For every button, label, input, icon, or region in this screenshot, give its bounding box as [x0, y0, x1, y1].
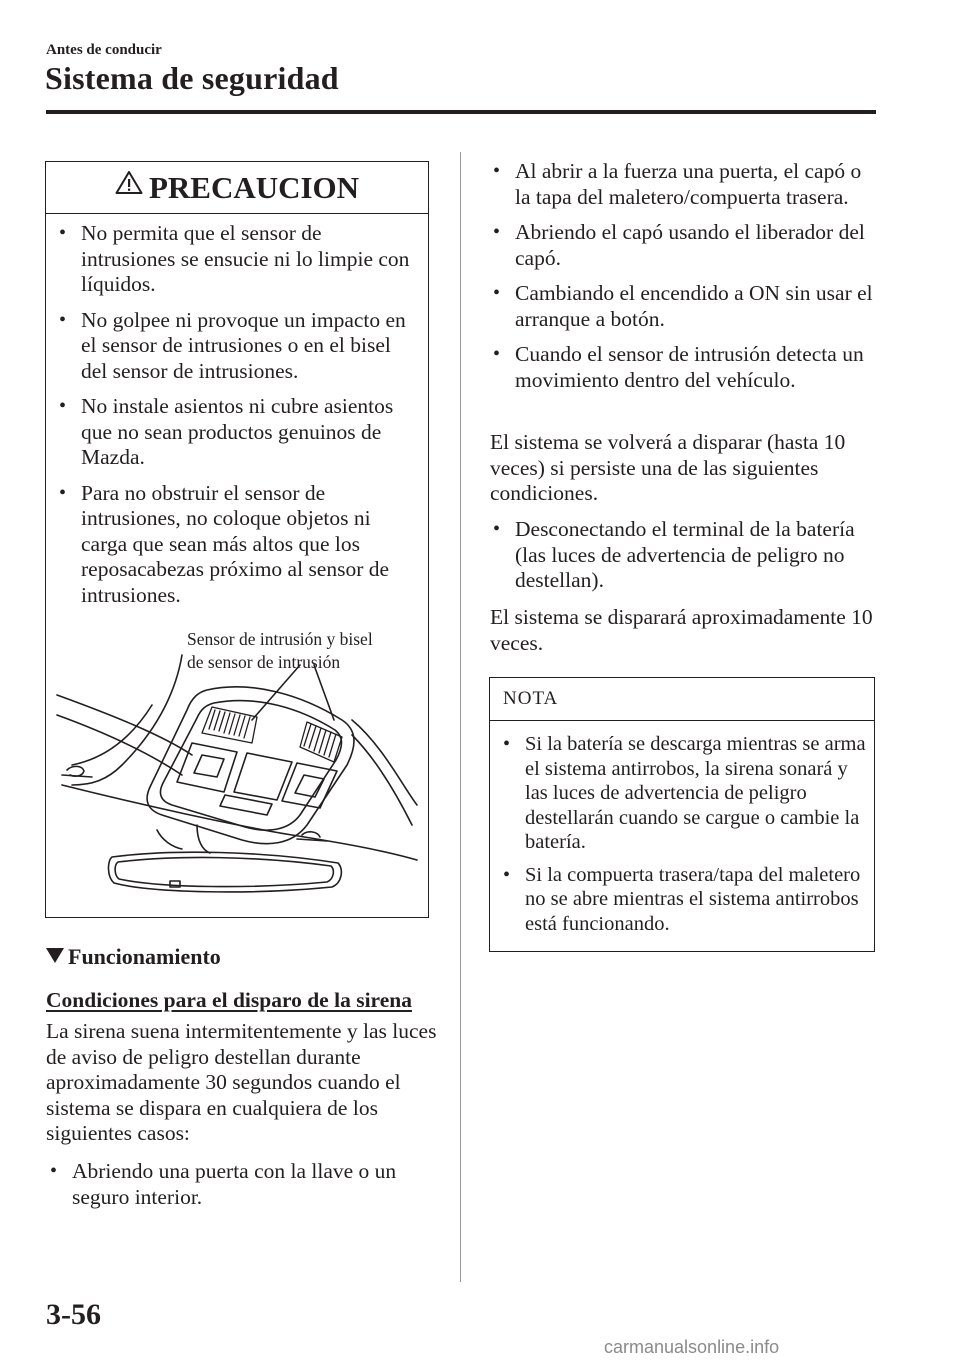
down-triangle-icon	[46, 948, 64, 963]
title-rule	[46, 110, 876, 114]
note-list	[525, 732, 870, 944]
caution-item: • No instale asientos ni cubre asientos que no sean productos genuinos de Mazda.	[81, 394, 421, 471]
intro-paragraph: La sirena suena intermitentemente y las luces de aviso de peligro destellan durante aproximadamente 30 segundos cuando el sistema se dispara en cualquiera de los siguientes casos:	[46, 1019, 437, 1145]
case-item: • Al abrir a la fuerza una puerta, el capó o la tapa del maletero/compuerta trasera.	[515, 159, 877, 210]
caution-header	[46, 162, 428, 214]
caution-item: • No permita que el sensor de intrusiones se ensucie ni lo limpie con líquidos.	[81, 221, 421, 298]
case-item: • Cambiando el encendido a ON sin usar el arranque a botón.	[515, 281, 877, 332]
caution-title: PRECAUCION	[148, 170, 360, 205]
case-item: • Abriendo una puerta con la llave o un seguro interior.	[72, 1159, 432, 1210]
column-divider	[460, 152, 461, 1282]
cases-list-left	[72, 1159, 432, 1220]
note-item: • Si la compuerta trasera/tapa del maletero no se abre mientras el sistema antirrobos está funcionando.	[525, 863, 870, 937]
repeat-list	[515, 517, 877, 604]
note-header	[490, 678, 874, 721]
warning-triangle-icon	[115, 170, 143, 200]
page-number: 3-56	[46, 1298, 101, 1331]
note-title: NOTA	[503, 688, 559, 709]
illustration-label-line: de sensor de intrusión	[187, 652, 341, 672]
overhead-console-illustration	[52, 625, 422, 910]
repeat-paragraph: El sistema se volverá a disparar (hasta 10 veces) si persiste una de las siguientes condiciones.	[490, 430, 846, 505]
section-heading-text: Funcionamiento	[68, 944, 221, 969]
final-paragraph: El sistema se disparará aproximadamente 10 veces.	[490, 605, 873, 655]
cases-list-right	[515, 159, 877, 403]
note-item: • Si la batería se descarga mientras se arma el sistema antirrobos, la sirena sonará y las luces de advertencia de peligro destellarán cuando se cargue o cambie la batería.	[525, 732, 870, 855]
caution-list	[81, 221, 421, 618]
caution-item: • Para no obstruir el sensor de intrusiones, no coloque objetos ni carga que sean más altos que los reposacabezas próximo al sensor de intrusiones.	[81, 481, 421, 609]
caution-item: • No golpee ni provoque un impacto en el sensor de intrusiones o en el bisel del sensor de intrusiones.	[81, 308, 421, 385]
illustration-label-line: Sensor de intrusión y bisel	[187, 629, 373, 649]
page-title: Sistema de seguridad	[45, 60, 339, 96]
section-label: Antes de conducir	[46, 42, 162, 58]
repeat-item: • Desconectando el terminal de la batería (las luces de advertencia de peligro no destellan).	[515, 517, 877, 594]
sub-heading: Condiciones para el disparo de la sirena	[46, 988, 412, 1012]
watermark: carmanualsonline.info	[604, 1337, 780, 1357]
case-item: • Abriendo el capó usando el liberador del capó.	[515, 220, 877, 271]
case-item: • Cuando el sensor de intrusión detecta un movimiento dentro del vehículo.	[515, 342, 877, 393]
section-heading	[46, 944, 221, 970]
